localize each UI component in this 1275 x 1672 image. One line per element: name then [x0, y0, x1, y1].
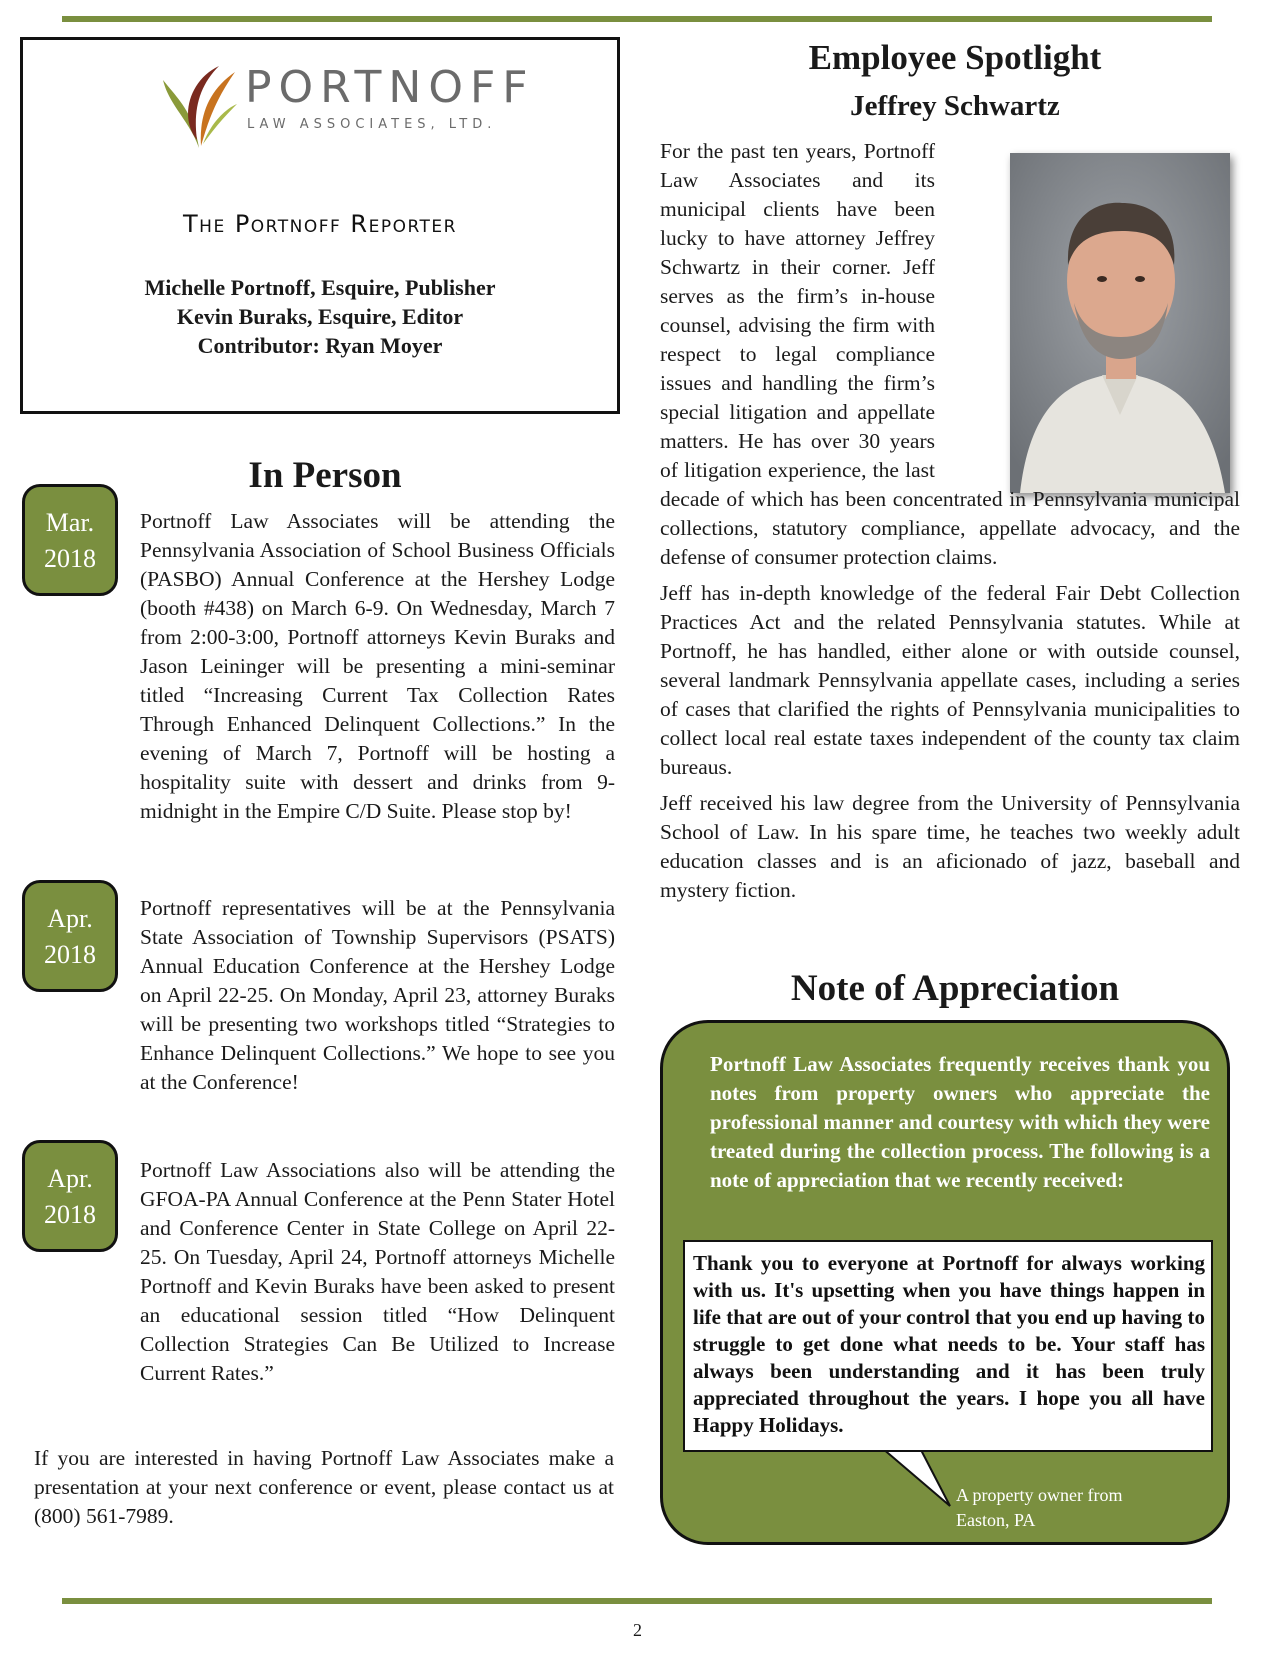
bottom-rule [62, 1598, 1212, 1604]
logo-wordmark: PORTNOFF [245, 62, 535, 113]
credit-contributor: Contributor: Ryan Moyer [197, 333, 443, 358]
photo-float-spacer [935, 137, 1240, 483]
event-text-3: Portnoff Law Associations also will be attending the GFOA-PA Annual Conference at the Penn Stater Hotel and Conference Center in State College on April 22-25. On Tuesday, April 24, Portnoff attorneys Michelle Portnoff and Kevin Buraks have been asked to present an educational session titled “How Delinquent Collection Strategies Can Be Utilized to Increase Current Rates.” [140, 1158, 615, 1385]
credit-editor: Kevin Buraks, Esquire, Editor [176, 304, 464, 329]
appreciation-heading: Note of Appreciation [790, 968, 1120, 1009]
event-text-2: Portnoff representatives will be at the Pennsylvania State Association of Township Supervisors (PSATS) Annual Education Conference at the Hershey Lodge on April 22-25. On Monday, April 23, attorney Buraks will be presenting two workshops titled “Strategies to Enhance Delinquent Collections.” We hope to see you at the Conference! [140, 896, 615, 1094]
date-badge-2 [22, 880, 118, 992]
badge-year: 2018 [44, 940, 96, 969]
badge-month: Mar. [45, 508, 95, 537]
quote-attribution [956, 1483, 1122, 1533]
spotlight-name: Jeffrey Schwartz [850, 90, 1060, 122]
event-text-1: Portnoff Law Associates will be attending the Pennsylvania Association of School Business Officials (PASBO) Annual Conference at the Hershey Lodge (booth #438) on March 6-9. On Wednesday, March 7 from 2:00-3:00, Portnoff attorneys Kevin Buraks and Jason Leininger will be presenting a mini-seminar titled “Increasing Current Tax Collection Rates Through Enhanced Delinquent Collections.” In the evening of March 7, Portnoff will be hosting a hospitality suite with dessert and drinks from 9-midnight in the Empire C/D Suite. Please stop by! [140, 509, 615, 823]
date-badge-1 [22, 484, 118, 596]
portnoff-logo [159, 60, 539, 160]
badge-month: Apr. [47, 904, 93, 933]
appreciation-quote: Thank you to everyone at Portnoff for always working with us. It's upsetting when you have things happen in life that are out of your control that you end up having to struggle to get done what needs to be. Your staff has always been understanding and it has been truly appreciated throughout the years. I hope you all have Happy Holidays. [693, 1251, 1205, 1437]
spotlight-paragraph-1: For the past ten years, Portnoff Law Associates and its municipal clients have been lucky to have attorney Jeffrey Schwartz in their corner. Jeff serves as the firm’s in-house counsel, advising the firm with respect to legal compliance issues and handling the firm’s special litigation and appellate matters. He has over 30 years of litigation experience, the last decade of which has been concentrated in Pennsylvania municipal collections, statutory compliance, appellate advocacy, and the defense of consumer protection claims. [660, 139, 1240, 569]
speech-bubble-tail [880, 1448, 960, 1508]
swirl-logo-icon [159, 60, 239, 150]
attribution-line-1: A property owner from [956, 1485, 1123, 1505]
logo-subtitle: LAW ASSOCIATES, LTD. [247, 117, 497, 132]
date-badge-3 [22, 1140, 118, 1252]
attribution-line-2: Easton, PA [956, 1510, 1036, 1530]
appreciation-intro: Portnoff Law Associates frequently receives thank you notes from property owners who appreciate the professional manner and courtesy with which they were treated during the collection process. The following is a note of appreciation that we recently received: [710, 1052, 1210, 1192]
badge-year: 2018 [44, 544, 96, 573]
spotlight-body [660, 137, 1240, 912]
spotlight-paragraph-3: Jeff received his law degree from the University of Pennsylvania School of Law. In his spare time, he teaches two weekly adult education classes and is an aficionado of jazz, baseball and mystery fiction. [660, 791, 1240, 902]
badge-year: 2018 [44, 1200, 96, 1229]
contact-paragraph: If you are interested in having Portnoff Law Associates make a presentation at your next conference or event, please contact us at (800) 561-7989. [34, 1446, 614, 1528]
badge-month: Apr. [47, 1164, 93, 1193]
masthead-box [20, 37, 620, 414]
top-rule [62, 16, 1212, 22]
page-number: 2 [633, 1620, 642, 1640]
credits [23, 273, 617, 360]
credit-publisher: Michelle Portnoff, Esquire, Publisher [144, 275, 496, 300]
spotlight-paragraph-2: Jeff has in-depth knowledge of the federal Fair Debt Collection Practices Act and the related Pennsylvania statutes. While at Portnoff, he has handled, either alone or with outside counsel, several landmark Pennsylvania appellate cases, including a series of cases that clarified the rights of Pennsylvania municipalities to collect local real estate taxes independent of the county tax claim bureaus. [660, 581, 1240, 779]
newsletter-title: The Portnoff Reporter [183, 210, 457, 238]
spotlight-heading: Employee Spotlight [808, 38, 1102, 77]
in-person-heading: In Person [248, 455, 402, 496]
